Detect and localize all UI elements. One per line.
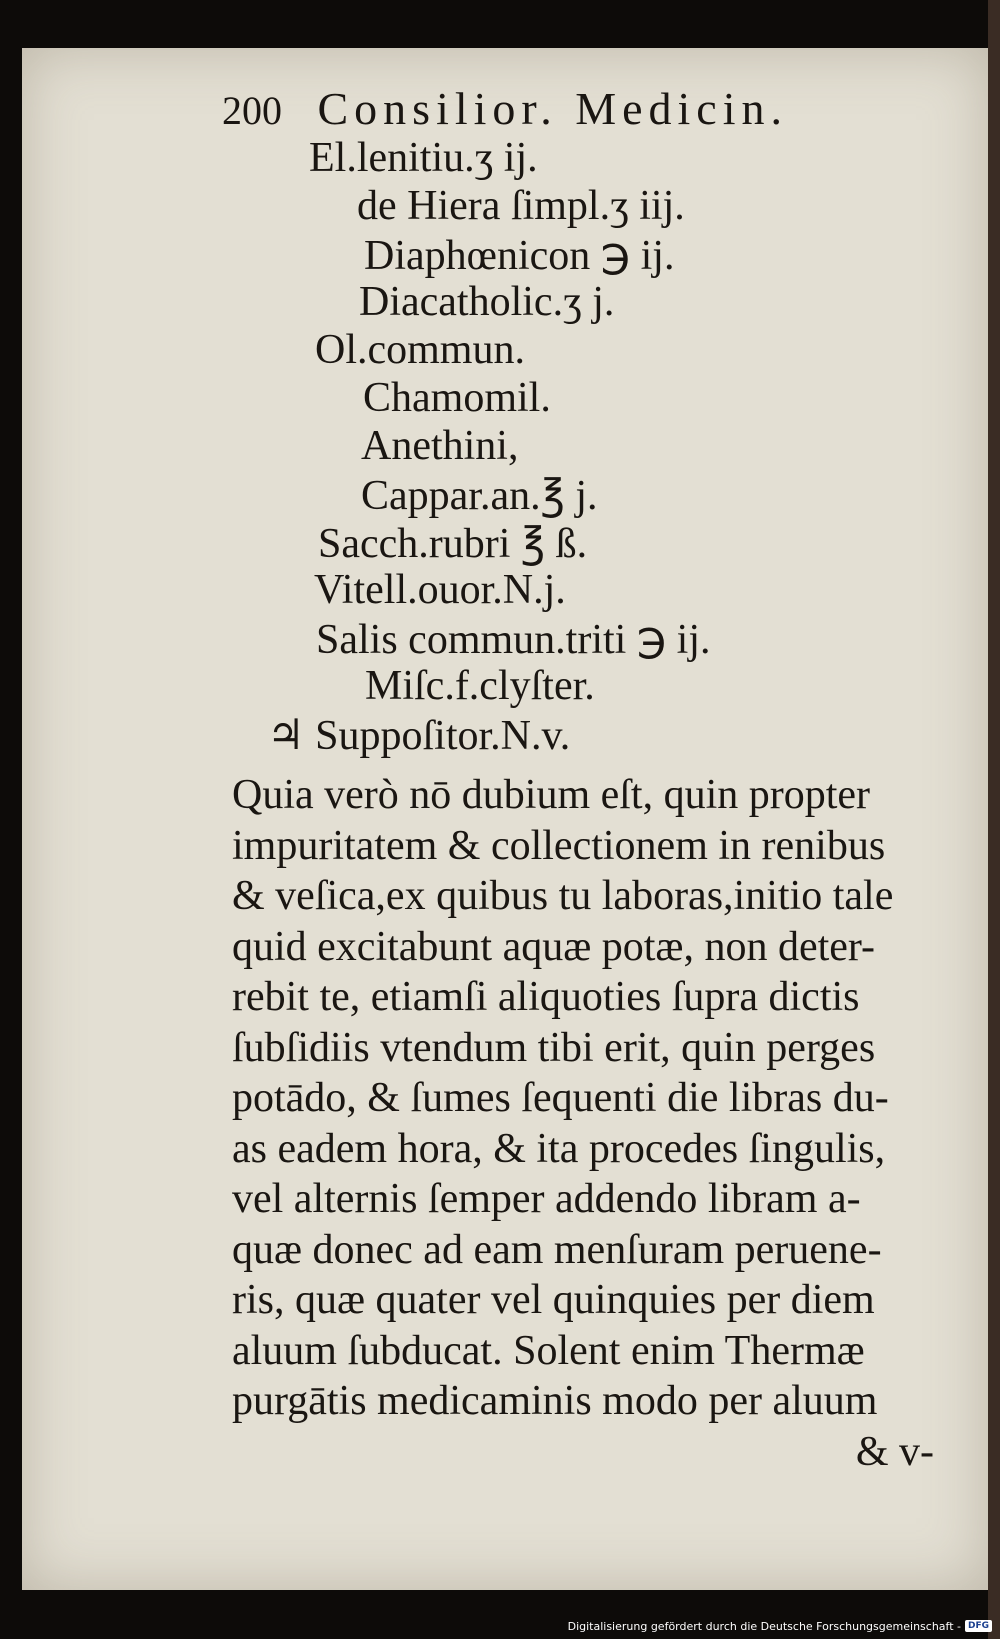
body-line: ris, quæ quater vel quinquies per diem <box>232 1277 875 1323</box>
recipe-line: Sacch.rubri ℥ ß. <box>318 521 588 567</box>
body-paragraph <box>232 770 962 1477</box>
credit-text: Digitalisierung gefördert durch die Deutsche Forschungsgemeinschaft - <box>567 1619 961 1633</box>
recipe-line: El.lenitiu.ʒ ij. <box>309 135 538 181</box>
page-number: 200 <box>222 88 282 133</box>
recipe-line: Cappar.an.℥ j. <box>361 473 598 519</box>
body-line: ſubſidiis vtendum tibi erit, quin perges <box>232 1024 876 1071</box>
dfg-logo: DFG <box>965 1620 992 1632</box>
book-spine-edge <box>988 0 1000 1639</box>
catchword: & v- <box>855 1428 934 1475</box>
body-line: Quia verò nō dubium eſt, quin propter <box>232 772 871 818</box>
body-line: potādo, & ſumes ſequenti die libras du- <box>232 1075 889 1121</box>
recipe-line: Anethini, <box>361 423 519 469</box>
book-page <box>22 48 988 1590</box>
body-line: aluum ſubducat. Solent enim Thermæ <box>232 1327 865 1374</box>
recipe-line: Vitell.ouor.N.j. <box>314 567 566 613</box>
recipe-line: Diaphœnicon ℈ ij. <box>364 233 675 279</box>
recipe-line: Chamomil. <box>363 375 551 421</box>
digitization-credit <box>568 1615 992 1637</box>
body-line: vel alternis ſemper addendo libram a- <box>232 1176 861 1222</box>
recipe-line: Ol.commun. <box>315 327 525 373</box>
recipe-line: de Hiera ſimpl.ʒ iij. <box>357 183 685 229</box>
page-header <box>222 82 902 135</box>
recipe-line: Miſc.f.clyſter. <box>365 663 595 709</box>
recipe-line: Salis commun.triti ℈ ij. <box>316 617 711 663</box>
running-title: Consilior. Medicin. <box>317 83 788 134</box>
recipe-line: Diacatholic.ʒ j. <box>359 279 615 325</box>
body-line: rebit te, etiamſi aliquoties ſupra dictis <box>232 974 860 1020</box>
body-line: impuritatem & collectionem in renibus <box>232 822 886 869</box>
body-line: quæ donec ad eam menſuram peruene- <box>232 1226 882 1273</box>
body-line: as eadem hora, & ita procedes ſingulis, <box>232 1125 886 1172</box>
body-line: purgātis medicaminis modo per aluum <box>232 1378 878 1424</box>
body-line: & veſica,ex quibus tu laboras,initio tale <box>232 873 894 919</box>
recipe-line: ♃ Suppoſitor.N.v. <box>267 713 571 759</box>
body-line: quid excitabunt aquæ potæ, non deter- <box>232 923 876 970</box>
